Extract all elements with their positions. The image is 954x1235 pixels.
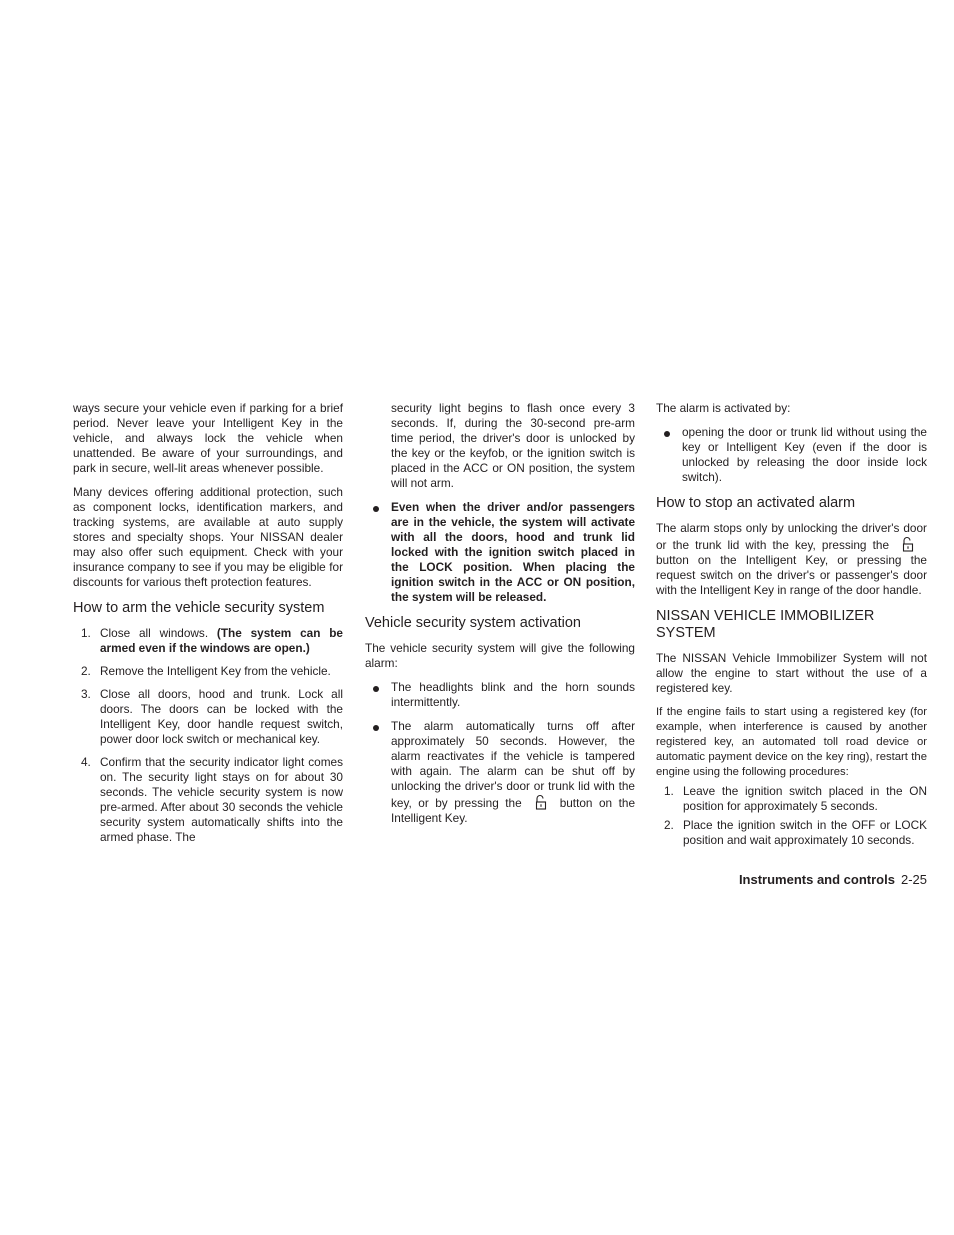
bullet-text: The headlights blink and the horn sounds intermittently. (391, 679, 635, 709)
step-text: Close all doors, hood and trunk. Lock all doors. The doors can be locked with the Intelligent Key, door handle request switch, power door lock switch or mechanical key. (100, 686, 343, 746)
alarm-list (365, 680, 635, 826)
section-heading-activation: Vehicle security system activation (365, 615, 581, 631)
body-paragraph: The alarm is activated by: (656, 401, 791, 415)
restart-steps-list (656, 784, 927, 848)
list-item (656, 784, 927, 814)
step-number: 3. (81, 686, 91, 701)
body-paragraph: ways secure your vehicle even if parking for a brief period. Never leave your Intelligent Key in the vehicle, and always lock the vehicle when unattended. Be aware of your surroundings, and park in secure, well-lit areas whenever possible. (73, 401, 343, 475)
warning-text: Even when the driver and/or passengers are in the vehicle, the system will activate with all the doors, hood and trunk lid locked with the ignition switch placed in the LOCK position. When placing the ignition switch in the ACC or ON position, the system will be released. (391, 500, 635, 604)
step-number: 1. (664, 783, 674, 798)
column-right (656, 401, 927, 856)
list-item (365, 500, 635, 605)
unlock-icon (534, 794, 548, 810)
body-paragraph: The NISSAN Vehicle Immobilizer System will not allow the engine to start without the use of a registered key. (656, 650, 927, 695)
section-heading-immobilizer: NISSAN VEHICLE IMMOBILIZER SYSTEM (656, 607, 875, 641)
bullet-icon (373, 725, 379, 731)
bullet-icon (664, 431, 670, 437)
list-item (73, 664, 343, 679)
continued-step-text: security light begins to flash once every 3 seconds. If, during the 30-second pre-arm time period, the driver's door is unlocked by the key or the keyfob, or the ignition switch is placed in the ACC or ON position, the system will not arm. (391, 401, 635, 490)
step-number: 2. (664, 817, 674, 832)
section-heading-arm: How to arm the vehicle security system (73, 600, 325, 616)
body-paragraph: The vehicle security system will give the following alarm: (365, 640, 635, 670)
list-item (365, 719, 635, 826)
step-text: Confirm that the security indicator light comes on. The security light stays on for about 30 seconds. The vehicle security system is now pre-armed. After about 30 seconds the vehicle security system automatically shifts into the armed phase. The (100, 754, 343, 844)
step-text: Remove the Intelligent Key from the vehicle. (100, 663, 331, 678)
bullet-text: button on the Intelligent Key. (391, 795, 635, 825)
column-left (73, 401, 343, 853)
unlock-icon (901, 536, 915, 552)
column-middle (365, 401, 635, 835)
page-number: 2-25 (900, 872, 927, 887)
list-item (73, 626, 343, 656)
paragraph-text: The alarm stops only by unlocking the driver's door or the trunk lid with the key, pressing the (656, 520, 927, 552)
section-name: Instruments and controls (738, 872, 895, 887)
step-text: Place the ignition switch in the OFF or LOCK position and wait approximately 10 seconds. (683, 817, 927, 847)
list-item (656, 818, 927, 848)
page-footer (739, 872, 927, 887)
list-item (365, 680, 635, 710)
step-text: Leave the ignition switch placed in the ON position for approximately 5 seconds. (683, 783, 927, 813)
paragraph-text: button on the Intelligent Key, or pressing the request switch on the driver's or passenger's door with the Intelligent Key in range of the door handle. (656, 552, 927, 597)
bullet-text: opening the door or trunk lid without using the key or Intelligent Key (even if the door is unlocked by releasing the door inside lock switch). (682, 425, 927, 484)
warning-list (365, 500, 635, 605)
arm-steps-list (73, 626, 343, 845)
body-paragraph: Many devices offering additional protection, such as component locks, identification markers, and tracking systems, are available at auto supply stores and specialty shops. Your NISSAN dealer may also offer such equipment. Check with your insurance company to see if you may be eligible for discounts for various theft protection features. (73, 485, 343, 589)
step-bold-text: (The system can be armed even if the windows are open.) (100, 625, 343, 655)
step-text: Close all windows. (100, 625, 217, 640)
bullet-icon (373, 686, 379, 692)
bullet-text: The alarm automatically turns off after approximately 50 seconds. However, the alarm reactivates if the vehicle is tampered with again. The alarm can be shut off by unlocking the driver's door or trunk lid with the key, or by pressing the (391, 718, 635, 810)
step-number: 1. (81, 625, 91, 640)
list-item (73, 687, 343, 747)
list-item (656, 425, 927, 485)
body-paragraph: If the engine fails to start using a registered key (for example, when interference is caused by another registered key, an automated toll road device or automatic payment device on the key ring), restart the engine using the following procedures: (656, 705, 927, 778)
step-number: 4. (81, 754, 91, 769)
step-number: 2. (81, 663, 91, 678)
list-item (73, 755, 343, 845)
body-paragraph (656, 521, 927, 598)
bullet-icon (373, 506, 379, 512)
activation-causes-list (656, 425, 927, 485)
section-heading-stop-alarm: How to stop an activated alarm (656, 495, 856, 511)
